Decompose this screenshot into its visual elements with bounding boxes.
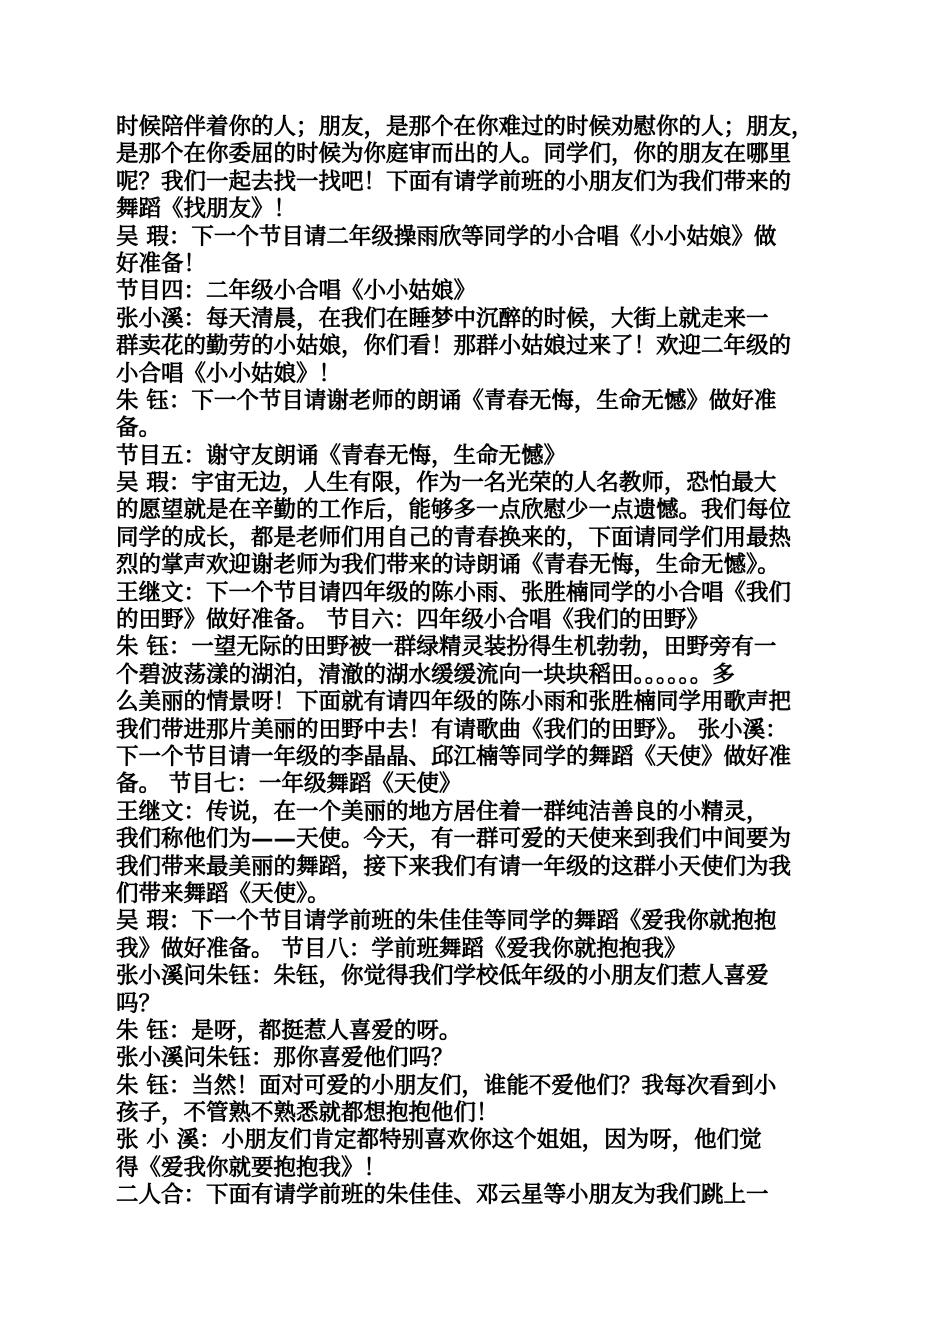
text-line: 张小溪：每天清晨，在我们在睡梦中沉醉的时候，大街上就走来一 [116, 305, 769, 332]
text-line: 孩子，不管熟不熟悉就都想抱抱他们！ [116, 1100, 499, 1127]
text-line: 朱 钰：当然！面对可爱的小朋友们，谁能不爱他们？我每次看到小 [116, 1072, 777, 1099]
text-line: 舞蹈《找朋友》！ [116, 196, 297, 223]
text-line: 我们带来最美丽的舞蹈，接下来我们有请一年级的这群小天使们为我 [116, 853, 792, 880]
text-line: 我们称他们为——天使。今天，有一群可爱的天使来到我们中间要为 [116, 826, 792, 853]
text-line: 小合唱《小小姑娘》！ [116, 360, 342, 387]
text-line: 呢？我们一起去找一找吧！下面有请学前班的小朋友们为我们带来的 [116, 168, 792, 195]
text-line: 我》做好准备。 节目八：学前班舞蹈《爱我你就抱抱我》 [116, 935, 687, 962]
text-line: 吴 瑕：宇宙无边，人生有限，作为一名光荣的人名教师，恐怕最大 [116, 470, 777, 497]
text-line: 张小溪问朱钰：朱钰，你觉得我们学校低年级的小朋友们惹人喜爱 [116, 963, 769, 990]
text-line: 同学的成长，都是老师们用自己的青春换来的，下面请同学们用最热 [116, 524, 792, 551]
text-line: 好准备！ [116, 250, 207, 277]
text-line: 节目五：谢守友朗诵《青春无悔，生命无憾》 [116, 442, 567, 469]
text-line: 的田野》做好准备。 节目六：四年级小合唱《我们的田野》 [116, 607, 709, 634]
text-line: 张小溪问朱钰：那你喜爱他们吗？ [116, 1045, 454, 1072]
text-line: 张 小 溪：小朋友们肯定都特别喜欢你这个姐姐，因为呀，他们觉 [116, 1127, 762, 1154]
text-line: 吴 瑕：下一个节目请学前班的朱佳佳等同学的舞蹈《爱我你就抱抱 [116, 908, 777, 935]
text-line: 二人合：下面有请学前班的朱佳佳、邓云星等小朋友为我们跳上一 [116, 1182, 769, 1209]
document-page [116, 114, 846, 1224]
text-line: 王继文：传说，在一个美丽的地方居住着一群纯洁善良的小精灵， [116, 798, 769, 825]
text-line: 吴 瑕：下一个节目请二年级操雨欣等同学的小合唱《小小姑娘》做 [116, 223, 777, 250]
text-line: 王继文：下一个节目请四年级的陈小雨、张胜楠同学的小合唱《我们 [116, 579, 792, 606]
text-line: 节目四：二年级小合唱《小小姑娘》 [116, 278, 477, 305]
text-line: 时候陪伴着你的人；朋友，是那个在你难过的时候劝慰你的人；朋友， [116, 114, 814, 140]
text-line: 是那个在你委屈的时候为你庭审而出的人。同学们，你的朋友在哪里 [116, 141, 792, 168]
text-line: 们带来舞蹈《天使》。 [116, 880, 330, 907]
text-line: 得《爱我你就要抱抱我》！ [116, 1154, 387, 1181]
text-line: 备。 节目七：一年级舞蹈《天使》 [116, 771, 462, 798]
text-line: 朱 钰：一望无际的田野被一群绿精灵装扮得生机勃勃，田野旁有一 [116, 634, 777, 661]
text-line: 下一个节目请一年级的李晶晶、邱江楠等同学的舞蹈《天使》做好准 [116, 743, 792, 770]
text-line: 我们带进那片美丽的田野中去！有请歌曲《我们的田野》。 张小溪： [116, 716, 788, 743]
text-line: 个碧波荡漾的湖泊，清澈的湖水缓缓流向一块块稻田。。。。。。多 [116, 661, 735, 688]
text-line: 吗？ [116, 990, 162, 1017]
text-line: 么美丽的情景呀！下面就有请四年级的陈小雨和张胜楠同学用歌声把 [116, 689, 792, 716]
text-line: 备。 [116, 415, 162, 442]
text-line: 群卖花的勤劳的小姑娘，你们看！那群小姑娘过来了！欢迎二年级的 [116, 333, 792, 360]
text-line: 烈的掌声欢迎谢老师为我们带来的诗朗诵《青春无悔，生命无憾》。 [116, 552, 780, 579]
text-line: 朱 钰：下一个节目请谢老师的朗诵《青春无悔，生命无憾》做好准 [116, 387, 777, 414]
text-line: 朱 钰：是呀，都挺惹人喜爱的呀。 [116, 1017, 462, 1044]
text-line: 的愿望就是在辛勤的工作后，能够多一点欣慰少一点遗憾。我们每位 [116, 497, 792, 524]
